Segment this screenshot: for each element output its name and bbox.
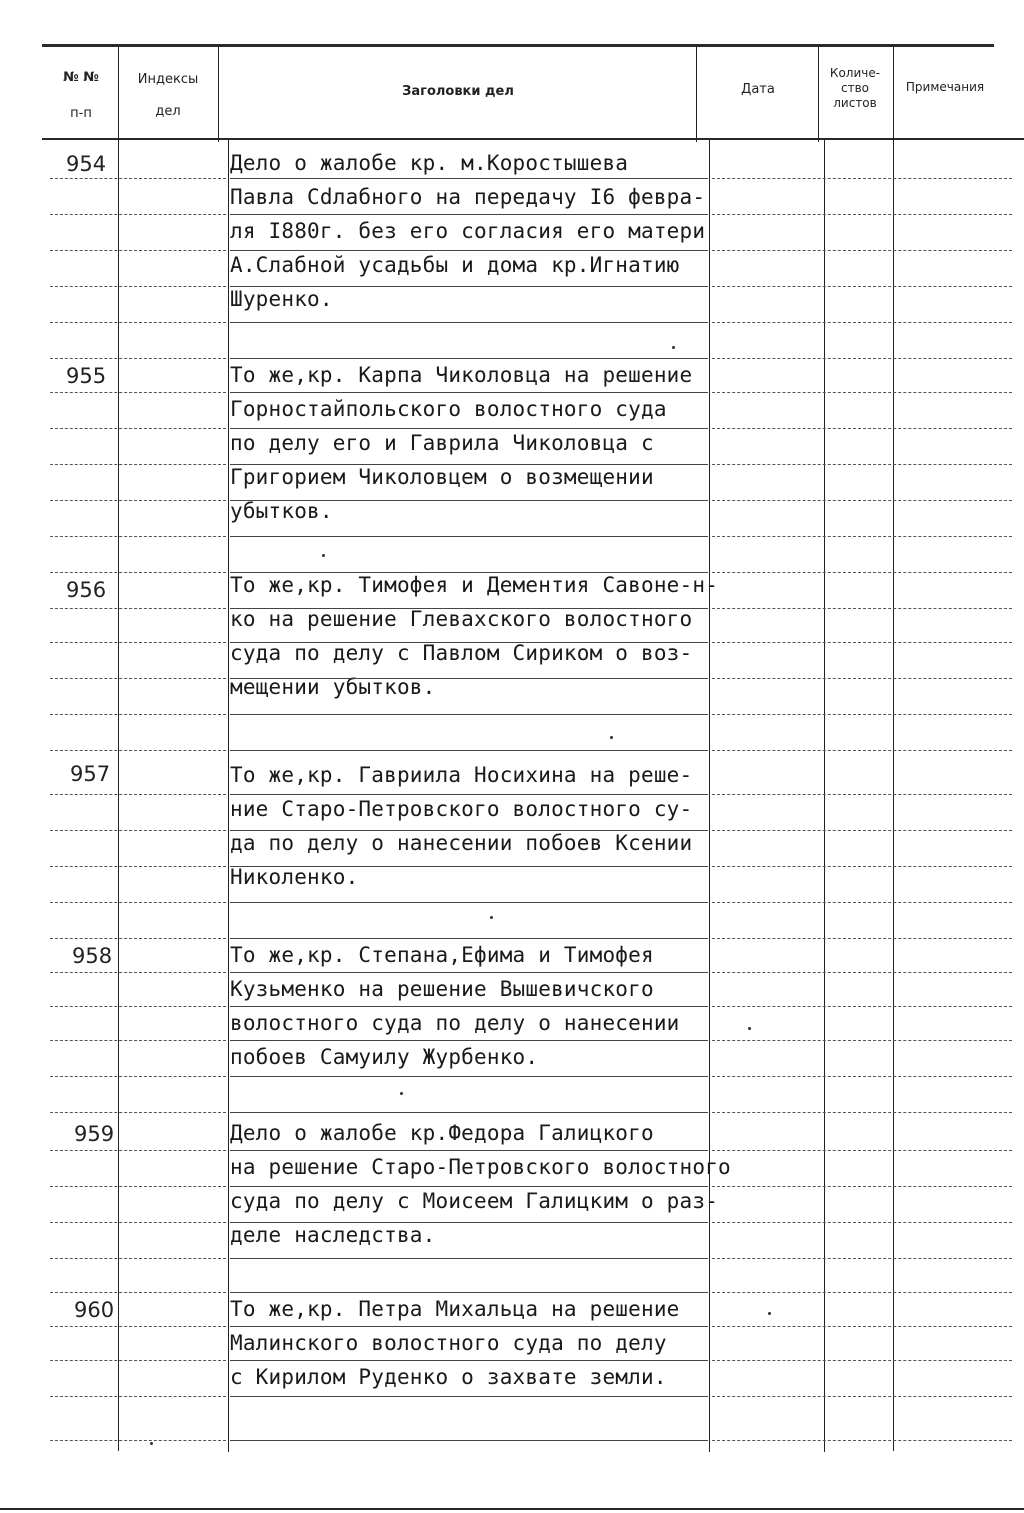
speck [322, 554, 325, 557]
rule-line [230, 794, 708, 795]
speck [610, 736, 613, 739]
speck [672, 346, 675, 349]
header-date-label: Дата [741, 82, 775, 97]
entry-text [230, 148, 790, 318]
rule-line [230, 392, 708, 393]
entry-line: То же,кр. Степана,Ефима и Тимофея [230, 943, 654, 967]
entry-number: 956 [66, 578, 107, 602]
rule-line [230, 750, 708, 751]
rule-line [712, 1186, 1012, 1187]
rule-line [712, 1112, 1012, 1113]
rule-line [230, 572, 708, 573]
rule-line [712, 464, 1012, 465]
entry-text [230, 940, 790, 1076]
rule-line [50, 1006, 226, 1007]
entry-text [230, 570, 790, 706]
rule-line [230, 1292, 708, 1293]
rule-line [50, 572, 226, 573]
rule-line [712, 286, 1012, 287]
rule-line [230, 214, 708, 215]
rule-line [230, 608, 708, 609]
rule-line [712, 714, 1012, 715]
rule-line [50, 536, 226, 537]
rule-line [712, 1326, 1012, 1327]
rule-line [712, 214, 1012, 215]
entry-line: ко на решение Глевахского волостного [230, 607, 693, 631]
rule-line [712, 250, 1012, 251]
rule-line [712, 392, 1012, 393]
entry-line: деле наследства. [230, 1223, 436, 1247]
rule-line [712, 794, 1012, 795]
rule-line [230, 358, 708, 359]
rule-line [230, 286, 708, 287]
rule-line [230, 464, 708, 465]
rule-line [230, 642, 708, 643]
rule-line [712, 1292, 1012, 1293]
entry-line: суда по делу с Павлом Сириком о воз- [230, 641, 693, 665]
entry-number: 954 [66, 152, 107, 176]
rule-line [712, 1440, 1012, 1441]
entry-line: суда по делу с Моисеем Галицким о раз- [230, 1189, 719, 1213]
column-divider [824, 140, 825, 1452]
rule-line [50, 830, 226, 831]
column-divider [893, 46, 894, 1451]
rule-line [230, 1112, 708, 1113]
entry-line: То же,кр. Карпа Чиколовца на решение [230, 363, 693, 387]
rule-line [712, 938, 1012, 939]
rule-line [50, 250, 226, 251]
entry-line: на решение Старо-Петровского волостного [230, 1155, 731, 1179]
rule-line [230, 178, 708, 179]
header-index-sublabel: дел [155, 104, 181, 119]
rule-line [230, 866, 708, 867]
rule-line [50, 178, 226, 179]
entry-line: Горностайпольского волостного суда [230, 397, 667, 421]
entry-line: Григорием Чиколовцем о возмещении [230, 465, 654, 489]
entry-line: с Кирилом Руденко о захвате земли. [230, 1365, 667, 1389]
rule-line [50, 608, 226, 609]
rule-line [50, 794, 226, 795]
rule-line [712, 572, 1012, 573]
speck [748, 1027, 751, 1030]
rule-line [50, 642, 226, 643]
rule-line [50, 1112, 226, 1113]
rule-line [230, 322, 708, 323]
rule-line [50, 1150, 226, 1151]
entry-text [230, 1294, 790, 1396]
rule-line [712, 830, 1012, 831]
speck [768, 1312, 771, 1315]
rule-line [230, 1396, 708, 1397]
rule-line [50, 714, 226, 715]
rule-line [712, 1006, 1012, 1007]
entry-line: А.Слабной усадьбы и дома кр.Игнатию [230, 253, 680, 277]
speck [490, 916, 493, 919]
header-count-label: листов [833, 96, 877, 110]
rule-line [50, 1076, 226, 1077]
entry-line: То же,кр. Петра Михальца на решение [230, 1297, 680, 1321]
rule-line [712, 902, 1012, 903]
rule-line [50, 866, 226, 867]
entry-line: Николенко. [230, 865, 359, 889]
rule-line [712, 1076, 1012, 1077]
rule-line [50, 322, 226, 323]
rule-line [50, 428, 226, 429]
rule-line [50, 1222, 226, 1223]
entry-line: волостного суда по делу о нанесении [230, 1011, 680, 1035]
entry-text [230, 760, 790, 896]
entry-text [230, 360, 790, 530]
bottom-rule [0, 1508, 1024, 1510]
rule-line [712, 750, 1012, 751]
rule-line [50, 358, 226, 359]
rule-line [230, 1006, 708, 1007]
rule-line [50, 392, 226, 393]
entry-line: Дело о жалобе кр. м.Коростышева [230, 151, 629, 175]
rule-line [230, 1186, 708, 1187]
entry-line: ние Старо-Петровского волостного су- [230, 797, 693, 821]
entry-number: 958 [72, 944, 113, 968]
column-divider [118, 46, 119, 1451]
rule-line [712, 866, 1012, 867]
column-divider [696, 46, 697, 142]
rule-line [230, 902, 708, 903]
header-bottom-rule [42, 138, 1024, 140]
rule-line [230, 1222, 708, 1223]
entry-line: ля I880г. без его согласия его матери [230, 219, 706, 243]
rule-line [50, 750, 226, 751]
rule-line [230, 678, 708, 679]
rule-line [50, 1440, 226, 1441]
rule-line [50, 938, 226, 939]
rule-line [230, 938, 708, 939]
rule-line [230, 1258, 708, 1259]
entry-line: мещении убытков. [230, 675, 436, 699]
rule-line [230, 830, 708, 831]
entry-number: 955 [66, 364, 107, 388]
rule-line [712, 1222, 1012, 1223]
column-divider [218, 46, 219, 142]
entry-line: побоев Самуилу Журбенко. [230, 1045, 539, 1069]
entry-line: убытков. [230, 499, 333, 523]
entry-line: Дело о жалобе кр.Федора Галицкого [230, 1121, 654, 1145]
rule-line [230, 1326, 708, 1327]
rule-line [712, 358, 1012, 359]
rule-line [50, 902, 226, 903]
header-num-label: № № [63, 70, 99, 85]
rule-line [50, 500, 226, 501]
rule-line [712, 1150, 1012, 1151]
rule-line [230, 972, 708, 973]
rule-line [712, 1258, 1012, 1259]
rule-line [50, 1186, 226, 1187]
rule-line [50, 286, 226, 287]
entry-line: да по делу о нанесении побоев Ксении [230, 831, 693, 855]
rule-line [712, 608, 1012, 609]
rule-line [50, 1326, 226, 1327]
rule-line [50, 1292, 226, 1293]
header-num-sublabel: п-п [70, 106, 92, 121]
rule-line [230, 1440, 708, 1441]
rule-line [230, 714, 708, 715]
entry-line: Кузьменко на решение Вышевичского [230, 977, 654, 1001]
entry-number: 959 [74, 1122, 115, 1146]
header-notes-label: Примечания [905, 80, 985, 94]
header-count-label: ство [840, 81, 869, 95]
header-title-label: Заголовки дел [402, 84, 514, 99]
rule-line [230, 428, 708, 429]
rule-line [230, 500, 708, 501]
rule-line [712, 322, 1012, 323]
rule-line [230, 1040, 708, 1041]
entry-line: Малинского волостного суда по делу [230, 1331, 667, 1355]
rule-line [230, 536, 708, 537]
rule-line [712, 972, 1012, 973]
rule-line [712, 1396, 1012, 1397]
entry-number: 957 [70, 762, 111, 786]
header-index-label: Индексы [137, 72, 199, 87]
rule-line [712, 1040, 1012, 1041]
rule-line [230, 1150, 708, 1151]
rule-line [230, 250, 708, 251]
rule-line [712, 536, 1012, 537]
rule-line [712, 642, 1012, 643]
rule-line [50, 464, 226, 465]
entry-line: по делу его и Гаврила Чиколовца с [230, 431, 654, 455]
entry-line: То же,кр. Гавриила Носихина на реше- [230, 763, 693, 787]
rule-line [50, 1396, 226, 1397]
header-count-label: Количе- [829, 66, 881, 80]
rule-line [712, 500, 1012, 501]
rule-line [50, 1258, 226, 1259]
rule-line [50, 214, 226, 215]
rule-line [50, 678, 226, 679]
entry-line: Шуренко. [230, 287, 333, 311]
rule-line [50, 1040, 226, 1041]
entry-line: Павла Сdлабного на передачу I6 февра- [230, 185, 706, 209]
rule-line [712, 428, 1012, 429]
rule-line [230, 1360, 708, 1361]
header-top-rule [42, 44, 994, 47]
rule-line [712, 1360, 1012, 1361]
rule-line [712, 678, 1012, 679]
rule-line [712, 178, 1012, 179]
entry-line: То же,кр. Тимофея и Дементия Савоне-н- [230, 573, 719, 597]
rule-line [50, 972, 226, 973]
speck [400, 1092, 403, 1095]
rule-line [230, 1076, 708, 1077]
entry-number: 960 [74, 1298, 115, 1322]
speck [150, 1442, 153, 1445]
rule-line [50, 1360, 226, 1361]
column-divider [228, 140, 229, 1452]
